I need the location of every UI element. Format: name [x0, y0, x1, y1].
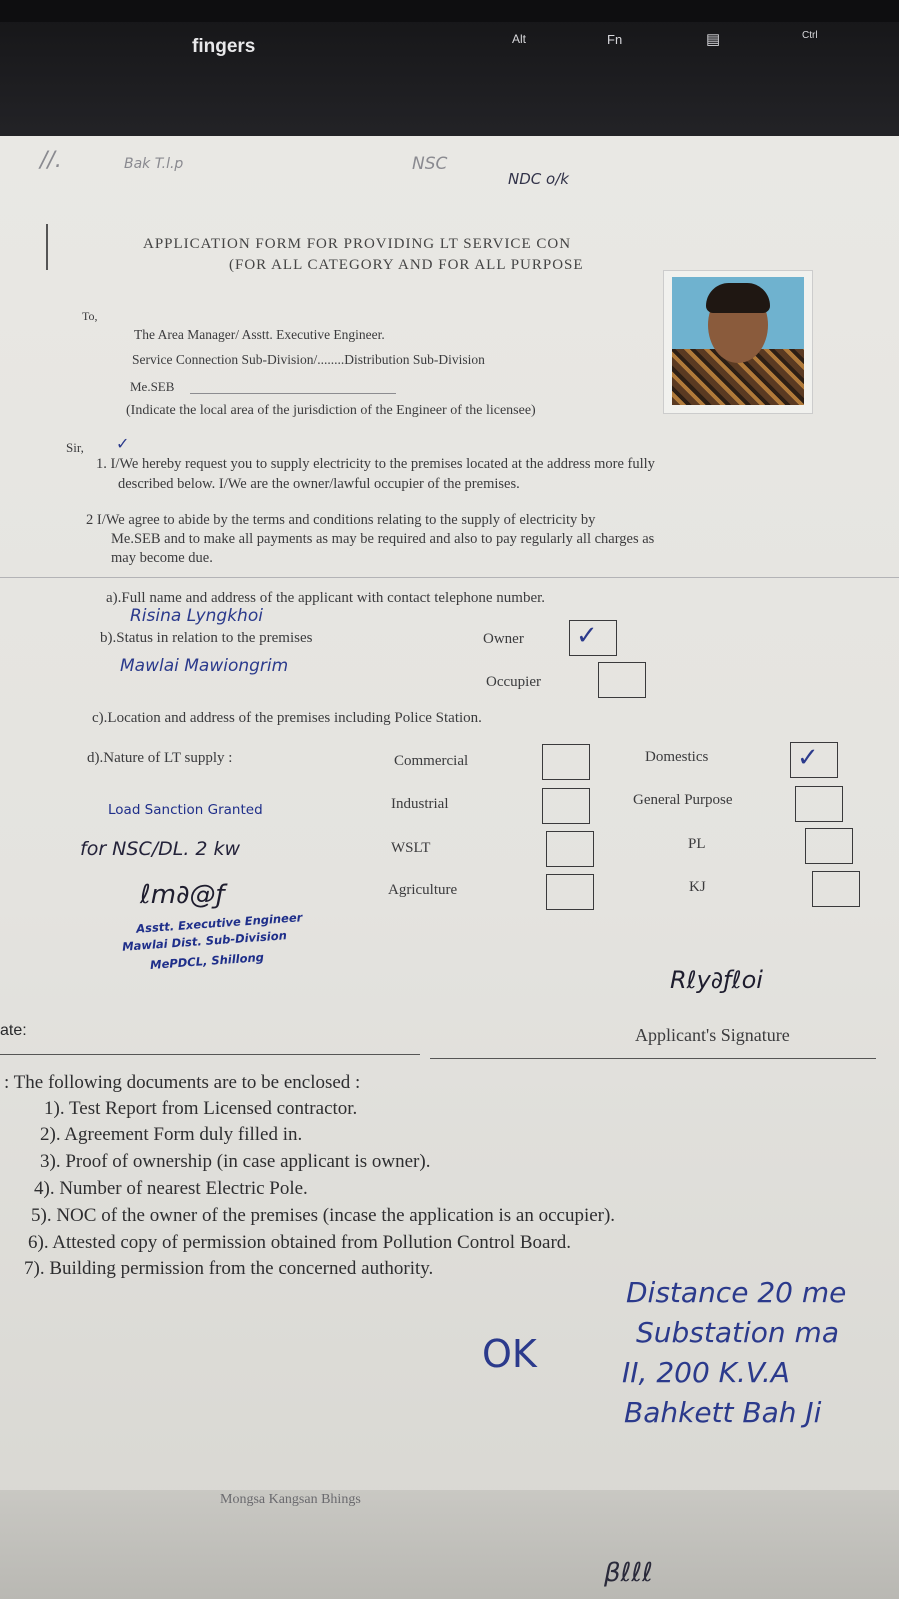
fn-key: Fn — [607, 32, 623, 47]
documents-intro: : The following documents are to be enclosed : — [4, 1072, 361, 1093]
bottom-signature: βℓℓℓ — [604, 1558, 653, 1588]
application-form-page — [0, 136, 899, 1526]
substation-note: Substation ma — [636, 1316, 839, 1349]
section-divider — [0, 577, 899, 578]
form-title: APPLICATION FORM FOR PROVIDING LT SERVICE CON — [143, 236, 572, 252]
agriculture-label: Agriculture — [388, 882, 458, 898]
general-purpose-label: General Purpose — [633, 792, 733, 808]
check-mark-icon: ✓ — [576, 621, 598, 651]
signature-divider-right — [430, 1058, 876, 1059]
engineer-stamp-line-1: Asstt. Executive Engineer — [135, 910, 303, 936]
industrial-label: Industrial — [391, 796, 449, 812]
occupier-label: Occupier — [486, 674, 541, 690]
address-underline — [190, 393, 396, 394]
underlying-sheet-text: Mongsa Kangsan Bhings — [220, 1492, 361, 1507]
document-item-1: 1). Test Report from Licensed contractor. — [44, 1098, 358, 1119]
form-subtitle: (FOR ALL CATEGORY AND FOR ALL PURPOSE — [229, 257, 584, 273]
keyboard-brand: fingers — [192, 36, 256, 57]
pl-label: PL — [688, 836, 706, 852]
address-note: (Indicate the local area of the jurisdiction of the Engineer of the licensee) — [126, 403, 536, 418]
paragraph-1-line-2: described below. I/We are the owner/lawful occupier of the premises. — [118, 476, 520, 492]
check-mark-icon: ✓ — [116, 434, 130, 453]
note-back: Bak T.l.p — [124, 156, 184, 172]
alt-key: Alt — [512, 32, 527, 46]
address-line-3: Me.SEB — [130, 379, 175, 394]
owner-checkbox[interactable] — [569, 620, 617, 656]
field-c-label: c).Location and address of the premises including Police Station. — [92, 710, 482, 726]
general-purpose-checkbox[interactable] — [795, 786, 843, 822]
calculator-key-icon: ▤ — [706, 31, 721, 48]
kj-label: KJ — [689, 879, 706, 895]
paragraph-2-line-3: may become due. — [111, 550, 213, 566]
note-ndc-ok: NDC o/k — [508, 170, 569, 188]
occupier-checkbox[interactable] — [598, 662, 646, 698]
signature-divider-left — [0, 1054, 420, 1055]
document-item-6: 6). Attested copy of permission obtained from Pollution Control Board. — [28, 1232, 572, 1253]
paragraph-2-line-1: 2 I/We agree to abide by the terms and conditions relating to the supply of electricity by — [86, 512, 596, 528]
applicant-signature-label: Applicant's Signature — [635, 1025, 790, 1045]
load-sanction-stamp: Load Sanction Granted — [108, 802, 263, 818]
date-label: ate: — [0, 1022, 27, 1039]
tick-marks: //. — [40, 148, 62, 173]
paragraph-2-line-2: Me.SEB and to make all payments as may be required and also to pay regularly all charges as — [111, 531, 655, 547]
wslt-checkbox[interactable] — [546, 831, 594, 867]
salutation: Sir, — [66, 440, 84, 455]
address-line-1: The Area Manager/ Asstt. Executive Engineer. — [134, 327, 385, 342]
field-b-label: b).Status in relation to the premises — [100, 630, 313, 646]
capacity-note: II, 200 K.V.A — [622, 1356, 790, 1389]
applicant-name: Risina Lyngkhoi — [130, 606, 263, 626]
engineer-signature: ℓm∂@ƒ — [140, 880, 225, 910]
engineer-stamp-line-2: Mawlai Dist. Sub-Division — [121, 928, 288, 954]
engineer-stamp-line-3: MePDCL, Shillong — [149, 950, 265, 972]
keyboard-strip — [0, 0, 899, 150]
ok-note: OK — [482, 1332, 537, 1376]
paragraph-1-line-1: 1. I/We hereby request you to supply electricity to the premises located at the address more fully — [96, 456, 655, 472]
commercial-label: Commercial — [394, 753, 469, 769]
keyboard-key-row — [0, 0, 899, 22]
wslt-label: WSLT — [391, 840, 431, 856]
pl-checkbox[interactable] — [805, 828, 853, 864]
document-item-2: 2). Agreement Form duly filled in. — [40, 1124, 303, 1145]
location-note: Bahkett Bah Ji — [624, 1396, 822, 1429]
document-item-7: 7). Building permission from the concerned authority. — [24, 1258, 434, 1279]
commercial-checkbox[interactable] — [542, 744, 590, 780]
margin-mark — [46, 224, 48, 270]
ctrl-key: Ctrl — [802, 30, 818, 41]
domestics-label: Domestics — [645, 749, 709, 765]
kj-checkbox[interactable] — [812, 871, 860, 907]
load-note: for NSC/DL. 2 kw — [80, 838, 241, 860]
address-line-2: Service Connection Sub-Division/........Distribution Sub-Division — [132, 352, 485, 367]
distance-note: Distance 20 me — [626, 1276, 847, 1309]
field-a-label: a).Full name and address of the applicant with contact telephone number. — [106, 590, 546, 606]
applicant-signature-scribble: Rℓy∂ƒℓoi — [670, 966, 763, 994]
domestics-checkbox[interactable] — [790, 742, 838, 778]
underlying-sheet — [0, 1490, 899, 1599]
owner-label: Owner — [483, 631, 524, 647]
to-label: To, — [82, 309, 98, 323]
document-item-4: 4). Number of nearest Electric Pole. — [34, 1178, 308, 1199]
check-mark-icon: ✓ — [797, 743, 819, 773]
applicant-photo — [664, 271, 812, 413]
agriculture-checkbox[interactable] — [546, 874, 594, 910]
applicant-address: Mawlai Mawiongrim — [120, 656, 289, 676]
document-item-3: 3). Proof of ownership (in case applicant is owner). — [40, 1151, 431, 1172]
field-d-label: d).Nature of LT supply : — [87, 750, 233, 766]
industrial-checkbox[interactable] — [542, 788, 590, 824]
document-item-5: 5). NOC of the owner of the premises (incase the application is an occupier). — [31, 1205, 616, 1226]
note-nsc: NSC — [412, 154, 448, 174]
